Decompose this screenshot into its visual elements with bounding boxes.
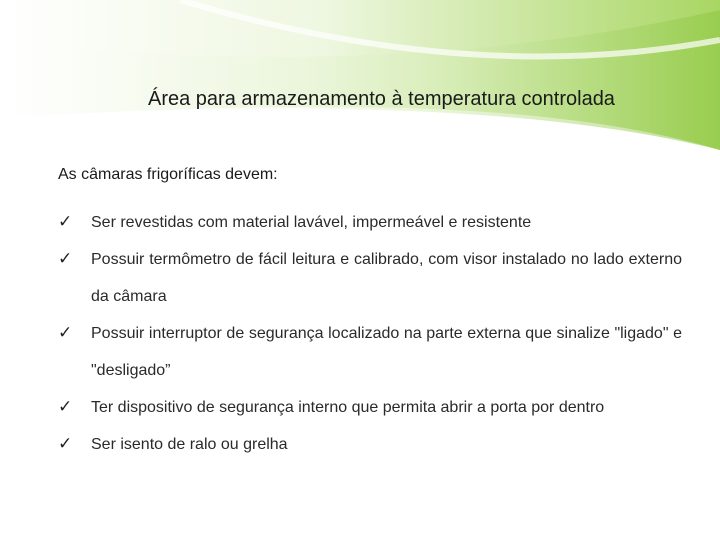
- check-icon: ✓: [58, 434, 73, 454]
- list-item-text: Ser isento de ralo ou grelha: [91, 436, 288, 453]
- intro-text: As câmaras frigoríficas devem:: [58, 166, 278, 183]
- list-item-text: Ser revestidas com material lavável, impermeável e resistente: [91, 214, 532, 231]
- list-item: [58, 426, 682, 463]
- list-item-text: Possuir interruptor de segurança localizado na parte externa que sinalize "ligado" e "desligado”: [91, 325, 682, 379]
- check-icon: ✓: [58, 323, 73, 343]
- check-icon: ✓: [58, 249, 73, 269]
- list-item: [58, 389, 682, 426]
- requirements-list: [58, 204, 682, 463]
- list-item: [58, 204, 682, 241]
- check-icon: ✓: [58, 212, 73, 232]
- list-item: [58, 241, 682, 315]
- list-item-text: Possuir termômetro de fácil leitura e calibrado, com visor instalado no lado externo da câmara: [91, 251, 682, 305]
- slide-title-text: Área para armazenamento à temperatura controlada: [148, 88, 615, 110]
- list-item-text: Ter dispositivo de segurança interno que permita abrir a porta por dentro: [91, 399, 605, 416]
- check-icon: ✓: [58, 397, 73, 417]
- list-item: [58, 315, 682, 389]
